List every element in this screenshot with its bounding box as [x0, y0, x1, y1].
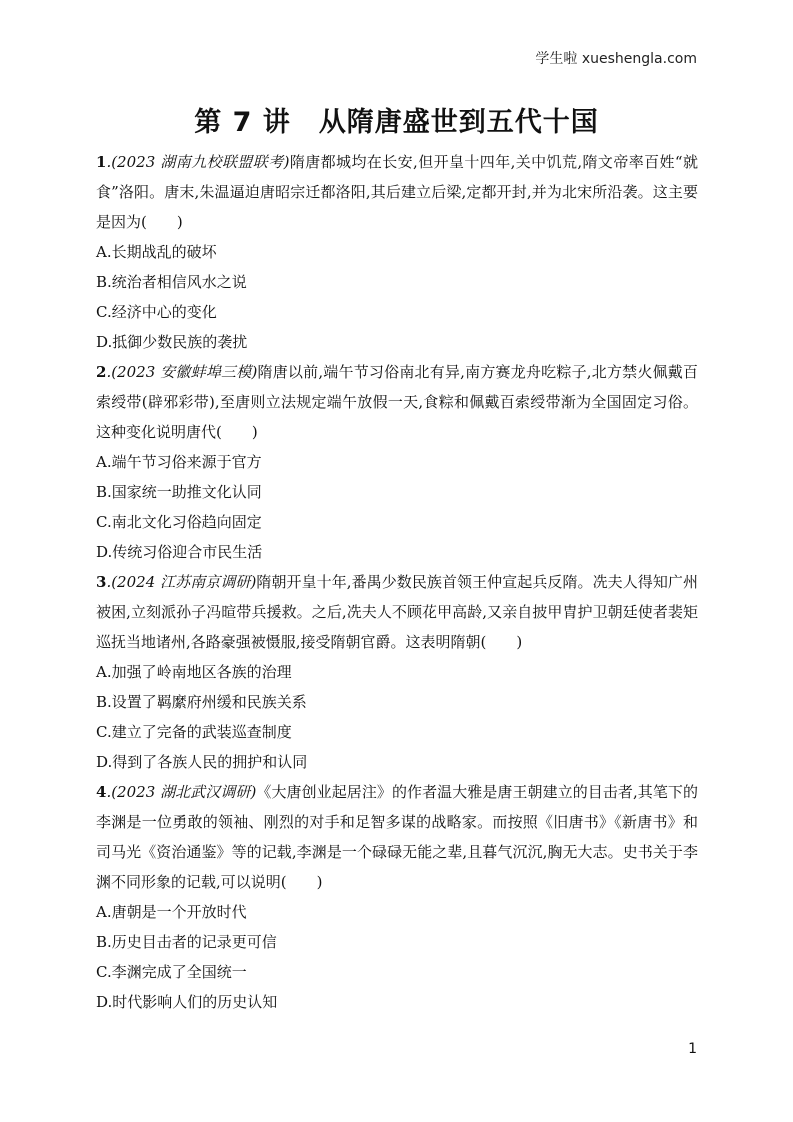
- question-1: [96, 147, 698, 357]
- page-title: 第 7 讲 从隋唐盛世到五代十国: [194, 107, 599, 138]
- question-number: 1: [96, 153, 107, 171]
- option-a: A.加强了岭南地区各族的治理: [96, 663, 292, 681]
- option-b: B.设置了羁縻府州缓和民族关系: [96, 693, 307, 711]
- question-number: 2: [96, 363, 107, 381]
- question-text: 隋唐以前,端午节习俗南北有异,南方赛龙舟吃粽子,北方禁火佩戴百索绶带(辟邪彩带),至唐则立法规定端午放假一天,食粽和佩戴百索绶带渐为全国固定习俗。这种变化说明唐代( ): [96, 363, 698, 441]
- option-d: D.得到了各族人民的拥护和认同: [96, 753, 308, 771]
- option-d: D.传统习俗迎合市民生活: [96, 543, 263, 561]
- question-source: .(2023 湖北武汉调研): [106, 783, 257, 801]
- option-c: C.南北文化习俗趋向固定: [96, 513, 262, 531]
- question-stem: [96, 777, 698, 897]
- option-d: D.抵御少数民族的袭扰: [96, 333, 248, 351]
- option-b: B.历史目击者的记录更可信: [96, 933, 277, 951]
- question-stem: [96, 357, 698, 447]
- page-number: 1: [688, 1041, 697, 1057]
- option-b: B.统治者相信风水之说: [96, 273, 247, 291]
- question-stem: [96, 567, 698, 657]
- option-d: D.时代影响人们的历史认知: [96, 993, 278, 1011]
- option-b: B.国家统一助推文化认同: [96, 483, 262, 501]
- question-text: 隋唐都城均在长安,但开皇十四年,关中饥荒,隋文帝率百姓“就食”洛阳。唐末,朱温逼迫唐昭宗迁都洛阳,其后建立后梁,定都开封,并为北宋所沿袭。这主要是因为( ): [96, 153, 698, 231]
- option-c: C.建立了完备的武装巡查制度: [96, 723, 292, 741]
- question-text: 隋朝开皇十年,番禺少数民族首领王仲宣起兵反隋。冼夫人得知广州被困,立刻派孙子冯暄带兵援救。之后,冼夫人不顾花甲高龄,又亲自披甲胄护卫朝廷使者裴矩巡抚当地诸州,各路豪强被慑服,接受隋朝官爵。这表明隋朝( ): [96, 573, 698, 651]
- question-2: [96, 357, 698, 567]
- question-stem: [96, 147, 698, 237]
- question-source: .(2024 江苏南京调研): [106, 573, 257, 591]
- option-c: C.李渊完成了全国统一: [96, 963, 247, 981]
- question-number: 3: [96, 573, 107, 591]
- option-a: A.唐朝是一个开放时代: [96, 903, 247, 921]
- question-4: [96, 777, 698, 1017]
- question-3: [96, 567, 698, 777]
- question-source: .(2023 安徽蚌埠三模): [106, 363, 258, 381]
- question-list: [96, 147, 698, 1017]
- question-number: 4: [96, 783, 107, 801]
- question-source: .(2023 湖南九校联盟联考): [106, 153, 290, 171]
- option-a: A.端午节习俗来源于官方: [96, 453, 262, 471]
- option-a: A.长期战乱的破坏: [96, 243, 217, 261]
- question-text: 《大唐创业起居注》的作者温大雅是唐王朝建立的目击者,其笔下的李渊是一位勇敢的领袖、刚烈的对手和足智多谋的战略家。而按照《旧唐书》《新唐书》和司马光《资治通鉴》等的记载,李渊是一个碌碌无能之辈,且暮气沉沉,胸无大志。史书关于李渊不同形象的记载,可以说明( ): [96, 783, 698, 891]
- option-c: C.经济中心的变化: [96, 303, 217, 321]
- site-watermark: 学生啦 xueshengla.com: [535, 51, 697, 67]
